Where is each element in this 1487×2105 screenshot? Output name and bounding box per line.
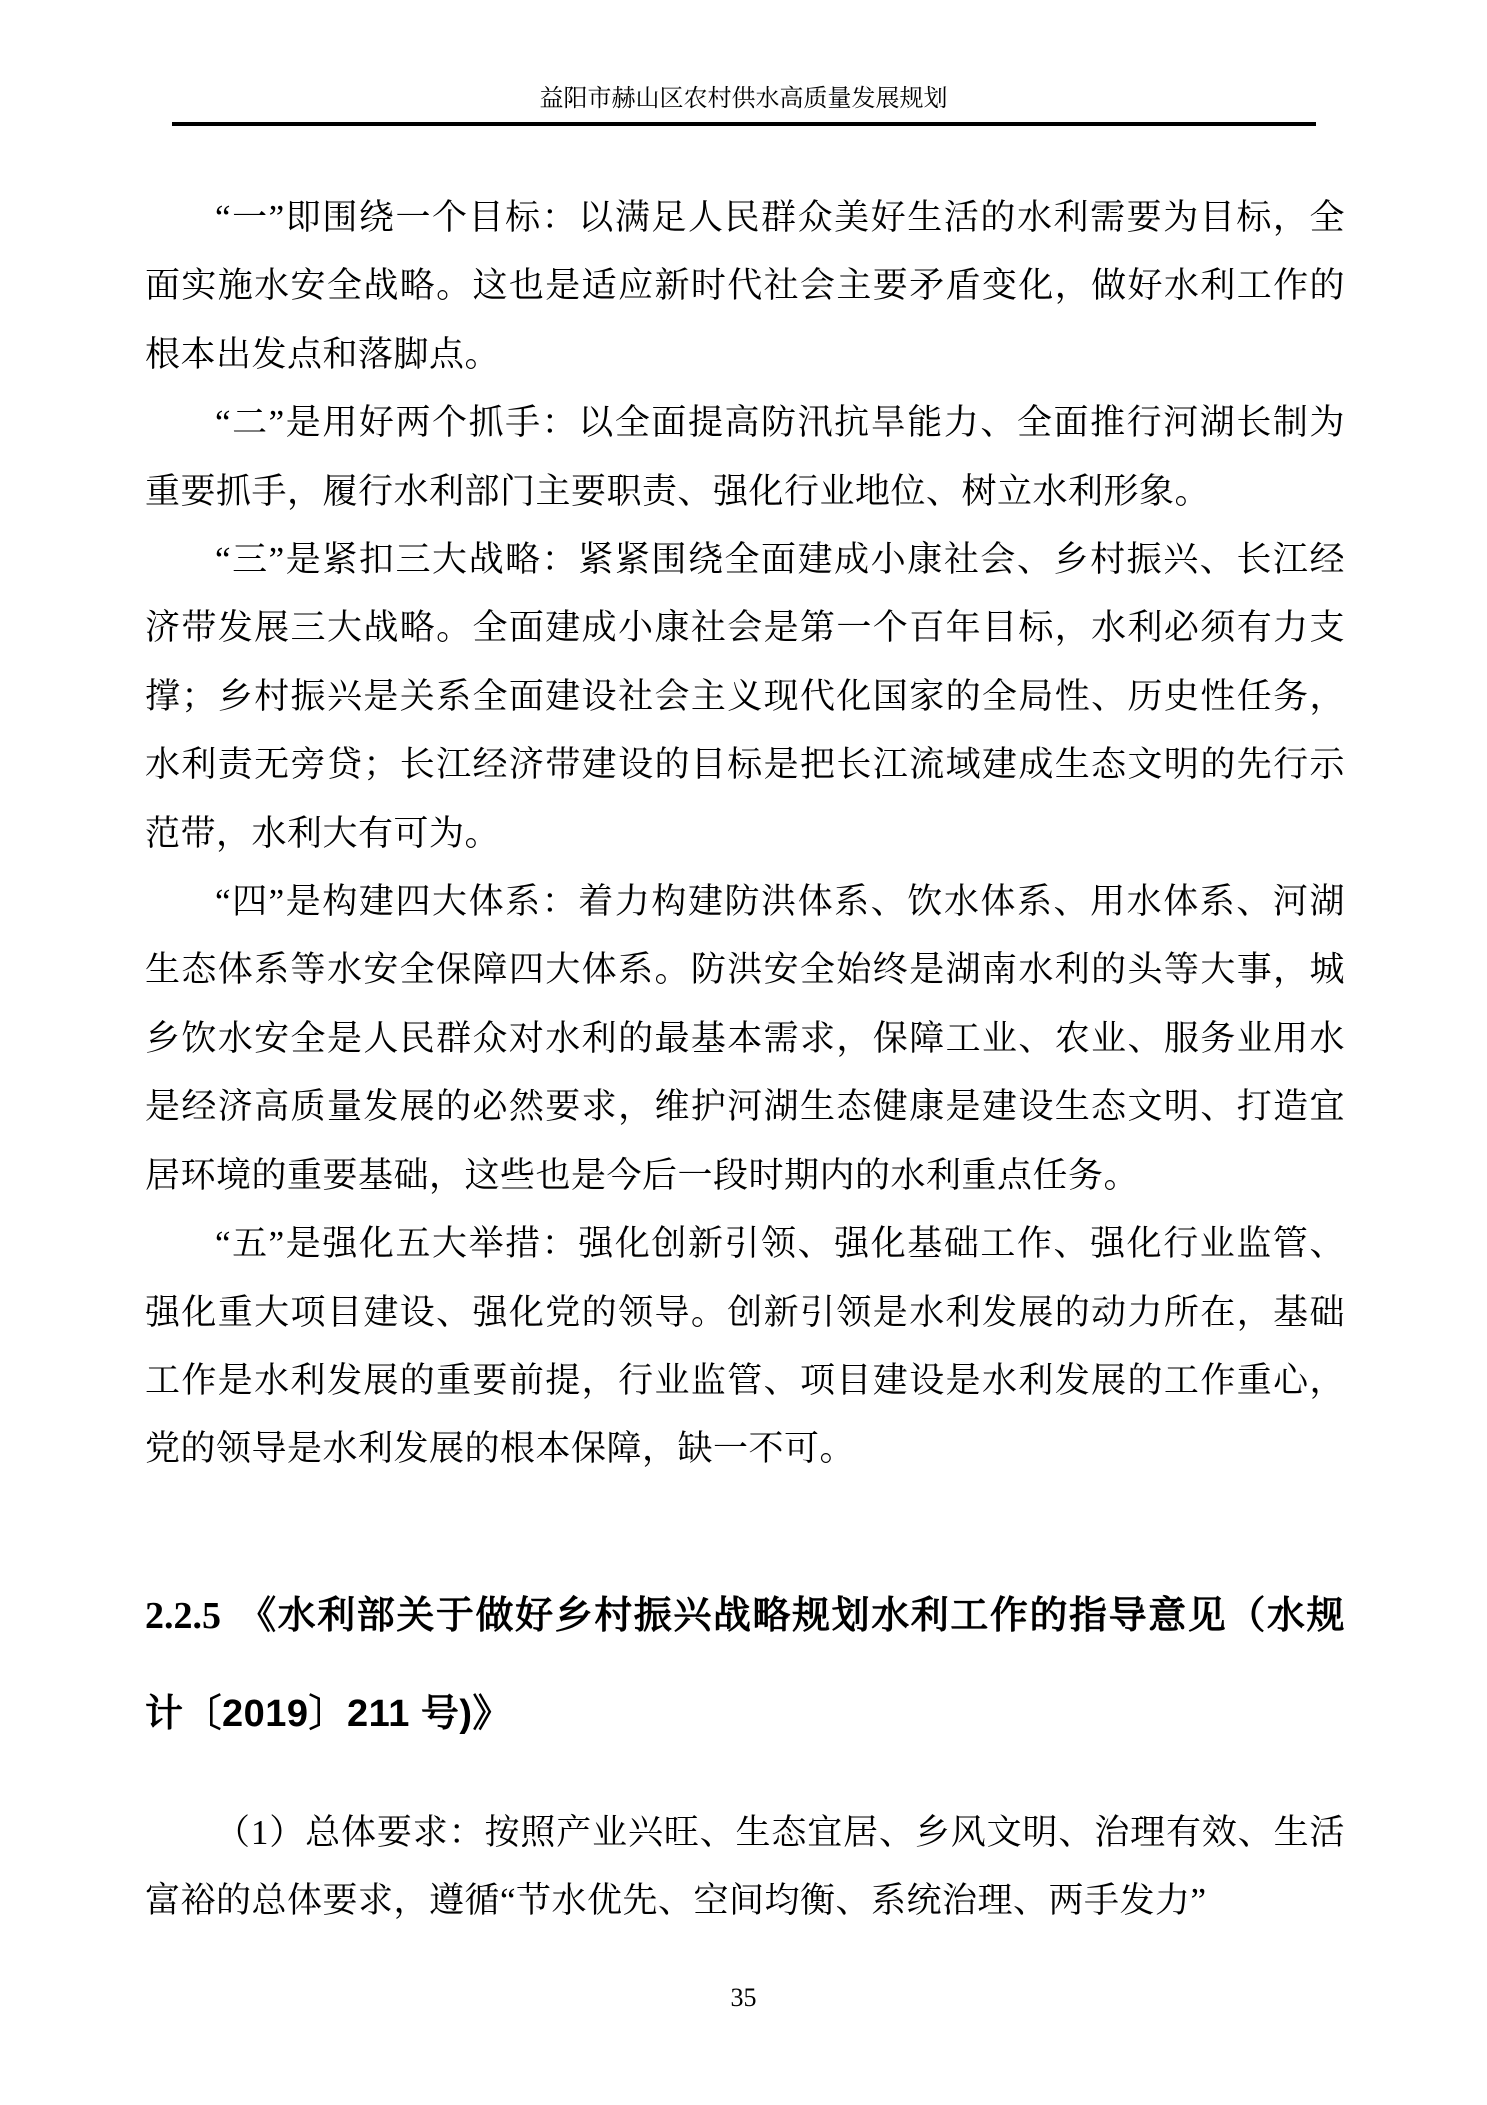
- section-heading-2-2-5: [145, 1567, 1345, 1763]
- body-paragraph-four: “四”是构建四大体系：着力构建防洪体系、饮水体系、用水体系、河湖生态体系等水安全保障四大体系。防洪安全始终是湖南水利的头等大事，城乡饮水安全是人民群众对水利的最基本需求，保障工业、农业、服务业用水是经济高质量发展的必然要求，维护河湖生态健康是建设生态文明、打造宜居环境的重要基础，这些也是今后一段时期内的水利重点任务。: [145, 882, 1345, 1195]
- section-heading-number: 2.2.5: [145, 1594, 221, 1637]
- running-header: 益阳市赫山区农村供水高质量发展规划: [539, 86, 948, 112]
- header-divider-rule: [172, 122, 1316, 126]
- body-paragraph-two: “二”是用好两个抓手：以全面提高防汛抗旱能力、全面推行河湖长制为重要抓手，履行水利部门主要职责、强化行业地位、树立水利形象。: [145, 403, 1345, 511]
- section-heading-title: 《水利部关于做好乡村振兴战略规划水利工作的指导意见（水规计〔2019〕211 号)》: [145, 1594, 1345, 1735]
- page-content: [145, 184, 1345, 1936]
- body-paragraph-five: “五”是强化五大举措：强化创新引领、强化基础工作、强化行业监管、强化重大项目建设、强化党的领导。创新引领是水利发展的动力所在，基础工作是水利发展的重要前提，行业监管、项目建设是水利发展的工作重心，党的领导是水利发展的根本保障，缺一不可。: [145, 1224, 1345, 1469]
- sub-paragraph-overall-requirements: （1）总体要求：按照产业兴旺、生态宜居、乡风文明、治理有效、生活富裕的总体要求，遵循“节水优先、空间均衡、系统治理、两手发力”: [145, 1812, 1345, 1921]
- body-paragraph-one: “一”即围绕一个目标：以满足人民群众美好生活的水利需要为目标，全面实施水安全战略。这也是适应新时代社会主要矛盾变化，做好水利工作的根本出发点和落脚点。: [145, 198, 1345, 374]
- page-number: 35: [730, 1983, 757, 2012]
- body-paragraph-three: “三”是紧扣三大战略：紧紧围绕全面建成小康社会、乡村振兴、长江经济带发展三大战略。全面建成小康社会是第一个百年目标，水利必须有力支撑；乡村振兴是关系全面建设社会主义现代化国家的全局性、历史性任务，水利责无旁贷；长江经济带建设的目标是把长江流域建成生态文明的先行示范带，水利大有可为。: [145, 540, 1345, 853]
